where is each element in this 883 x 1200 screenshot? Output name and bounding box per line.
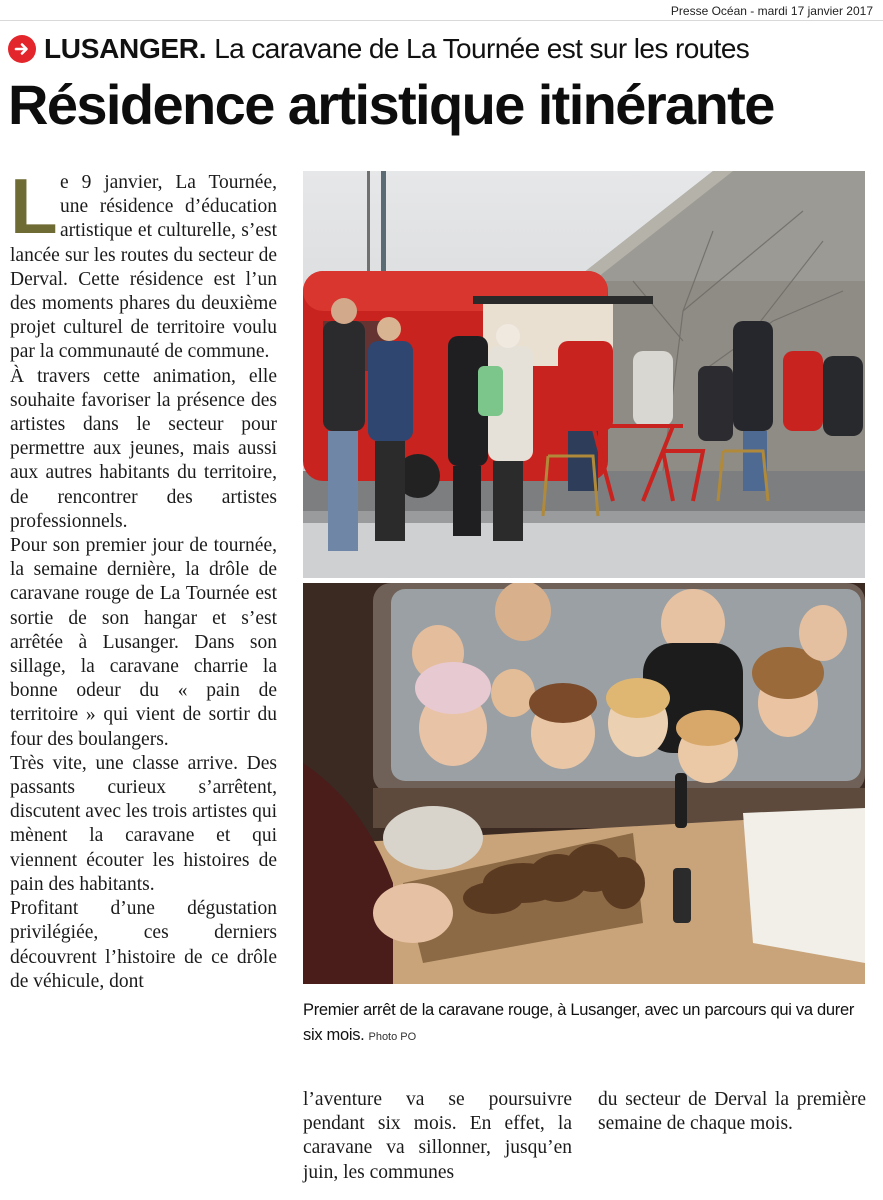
caption-text: Premier arrêt de la caravane rouge, à Lusanger, avec un parcours qui va durer six mois. [303, 1001, 855, 1044]
paragraph: Pour son premier jour de tournée, la semaine dernière, la drôle de caravane rouge de La Tournée est sortie de son hangar et s’est arrêtée à Lusanger. Dans son sillage, la caravane charrie la bonne odeur du « pain de territoire » qui vient de sortir du four des boulangers. [10, 535, 277, 750]
paragraph: e 9 janvier, La Tournée, une résidence d’éducation artistique et culturelle, s’est lancée sur les routes du secteur de Derval. Cette résidence est l’un des moments phares du deuxième projet culturel de territoire voulu par la communauté de commune. [10, 172, 277, 363]
paragraph: À travers cette animation, elle souhaite favoriser la présence des artistes dans le secteur pour permettre aux jeunes, mais aussi aux autres habitants du territoire, de rencontrer des artistes professionnels. [10, 365, 277, 532]
paragraph: du secteur de Derval la première semaine de chaque mois. [598, 1089, 866, 1135]
top-rule [0, 20, 883, 21]
paragraph: l’aventure va se poursuivre pendant six mois. En effet, la caravane va sillonner, jusqu’en juin, les communes [303, 1089, 572, 1183]
photo-credit: Photo PO [368, 1031, 417, 1043]
paragraph: Profitant d’une dégustation privilégiée, ces derniers découvrent l’histoire de ce drôle de véhicule, dont [10, 898, 277, 992]
article-column-3 [598, 1088, 866, 1136]
arrow-right-circle-icon [8, 35, 36, 63]
kicker [8, 30, 878, 68]
article-column-2 [303, 1088, 572, 1185]
paragraph: Très vite, une classe arrive. Des passants curieux s’arrêtent, discutent avec les trois artistes qui mènent la caravane et qui viennent écouter les histoires de pain des habitants. [10, 752, 277, 895]
kicker-town: LUSANGER. [44, 33, 207, 64]
photo-caption [303, 998, 873, 1050]
kicker-subtitle: La caravane de La Tournée est sur les routes [214, 33, 750, 64]
photo-red-caravan [303, 171, 865, 578]
article-column-1 [10, 162, 277, 994]
drop-cap: L [10, 162, 58, 250]
headline: Résidence artistique itinérante [8, 73, 774, 136]
dateline: Presse Océan - mardi 17 janvier 2017 [670, 4, 873, 18]
photo-children-window [303, 583, 865, 984]
